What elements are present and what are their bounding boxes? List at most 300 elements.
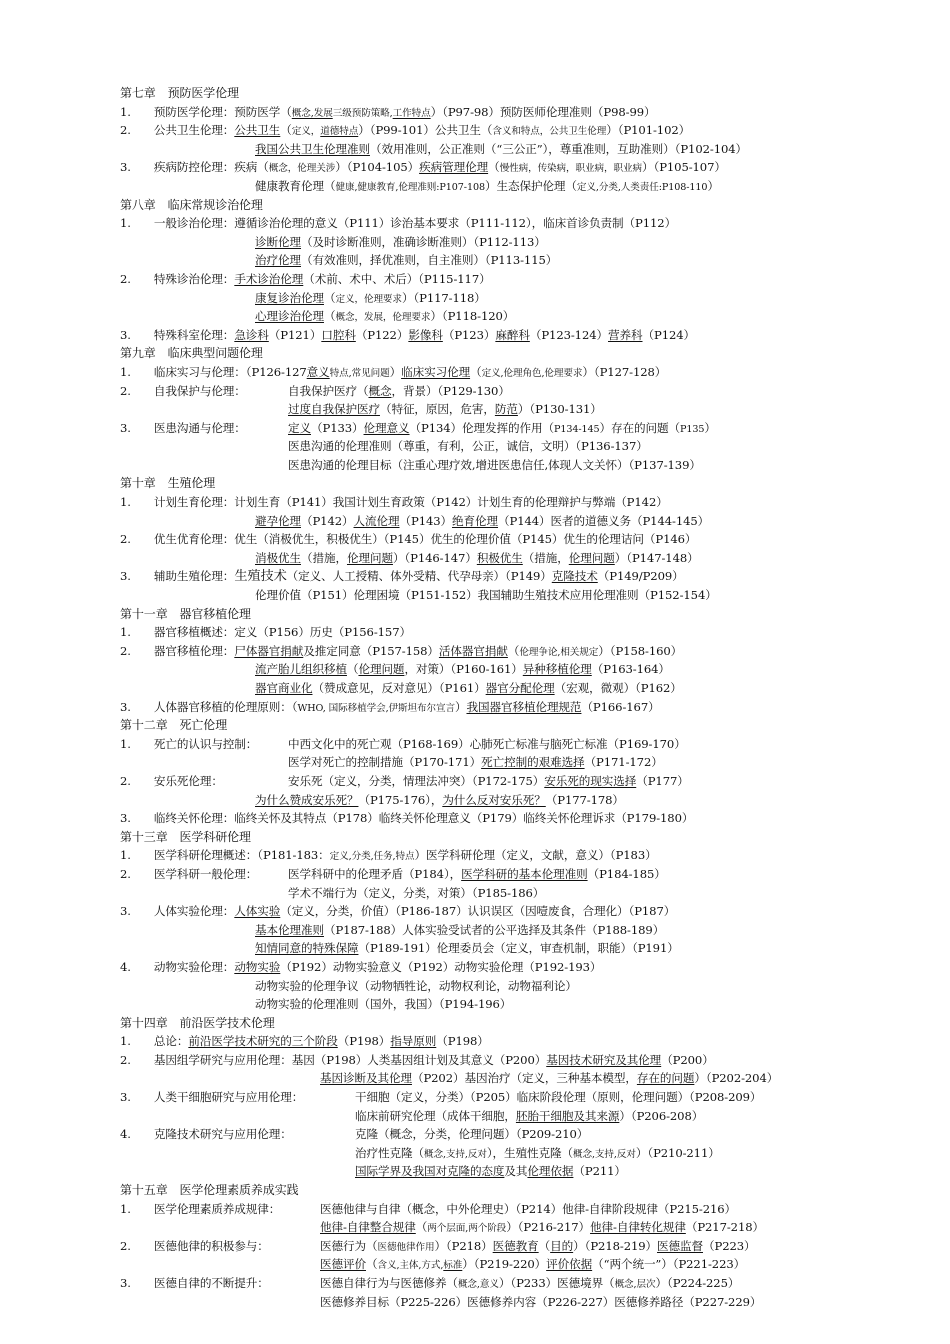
outline-line — [120, 400, 860, 419]
text-run: 第八章 临床常规诊治伦理 — [120, 197, 263, 212]
underlined-term: 疾病管理伦理 — [419, 160, 489, 175]
underlined-term: 医德监督 — [657, 1238, 703, 1253]
underlined-term: 他律-自律转化规律 — [590, 1220, 686, 1235]
outline-line — [120, 977, 860, 996]
text-run: 医患沟通的伦理目标（注重心理疗效,增进医患信任,体现人文关怀）（P137-139） — [288, 457, 701, 472]
text-run: ）（P202-204） — [694, 1071, 779, 1086]
underlined-term: 基本伦理准则 — [255, 922, 324, 937]
text-run: 中西文化中的死亡观（P168-169）心肺死亡标准与脑死亡标准（P169-170） — [288, 736, 686, 751]
text-run: 2. 优生优育伦理：优生（消极优生，积极优生）（P145）优生的伦理价值（P145）优生的伦理诘问（P146） — [120, 532, 697, 547]
underlined-term: 急诊科 — [234, 327, 269, 342]
text-run: WHO, 国际移植学会,伊斯坦布尔宣言 — [297, 702, 455, 714]
outline-line — [120, 1051, 860, 1070]
underlined-term: 避孕伦理 — [255, 513, 301, 528]
line-column — [320, 1255, 745, 1276]
line-column — [320, 1069, 778, 1088]
line-column — [288, 884, 544, 903]
line-column — [255, 307, 514, 328]
text-run: 1. 一般诊治伦理：遵循诊治伦理的意义（P111）诊治基本要求（P111-112），临床首诊负责制（P112） — [120, 216, 677, 231]
text-run: 自我保护医疗（ — [288, 383, 369, 398]
text-run: 医德自律行为与医德修养（ — [320, 1276, 458, 1290]
underlined-term: 消极优生 — [255, 550, 301, 565]
outline-line — [120, 456, 860, 475]
line-column — [120, 1200, 280, 1219]
text-run: （P134）伦理发挥的作用（ — [409, 420, 554, 435]
outline-line — [120, 121, 860, 140]
text-run: 2. 医学科研一般伦理： — [120, 866, 258, 881]
line-column — [288, 400, 602, 419]
outline-line — [120, 270, 860, 289]
line-column — [120, 735, 257, 754]
text-run: ）（P117-118） — [401, 290, 486, 305]
underlined-term: 医学科研的基本伦理准则 — [461, 866, 588, 881]
text-run: 治疗性克隆（ — [355, 1145, 424, 1160]
line-column — [288, 772, 689, 791]
text-run: 第十五章 医学伦理素质养成实践 — [120, 1183, 299, 1198]
text-run: 慢性病，传染病，职业病，职业病 — [499, 163, 642, 175]
text-run: （措施， — [522, 550, 569, 565]
text-run: 学术不端行为（定义，分类，对策）（P185-186） — [288, 885, 545, 900]
outline-line — [120, 958, 860, 977]
text-run: 1. 医学科研伦理概述：（P181-183： — [120, 848, 330, 863]
chapter-heading — [120, 828, 860, 847]
underlined-term: 他律-自律整合规律 — [320, 1220, 416, 1235]
line-column — [320, 1218, 764, 1239]
outline-line — [120, 493, 860, 512]
underlined-term: 知情同意的特殊保障 — [255, 941, 359, 956]
underlined-term: 公共卫生 — [234, 123, 281, 138]
text-run: （P189-191）伦理委员会（定义，审查机制，职能）（P191） — [358, 941, 679, 956]
line-column — [120, 1088, 303, 1107]
line-column — [120, 865, 257, 884]
outline-line — [120, 1069, 860, 1088]
outline-line — [120, 233, 860, 252]
text-run: 概念,层次 — [614, 1279, 656, 1290]
outline-line — [120, 140, 860, 159]
line-column — [255, 921, 664, 940]
text-run: （P198） — [337, 1034, 391, 1049]
text-run: 及其 — [504, 1164, 528, 1179]
text-run: 含义,主体,方式, — [377, 1260, 444, 1272]
text-run: 临床前研究伦理（成体干细胞， — [355, 1108, 516, 1123]
outline-line — [120, 698, 860, 717]
text-run: 4. 克隆技术研究与应用伦理： — [120, 1127, 292, 1142]
text-run: 动物实验的伦理争议（动物牺牲论，动物权利论，动物福利论） — [255, 978, 577, 993]
text-run: 3. 人体器官移植的伦理原则：（ — [120, 699, 298, 714]
text-run: （ — [538, 1238, 551, 1253]
outline-line — [120, 567, 860, 586]
text-run: ）（P224-225） — [655, 1276, 740, 1290]
outline-line — [120, 753, 860, 772]
underlined-term: 伦理问题 — [346, 550, 393, 565]
text-run: 1. 临床实习与伦理：（P126-127 — [120, 364, 307, 379]
line-column — [120, 772, 223, 791]
outline-line — [120, 1293, 860, 1312]
underlined-term: 器官分配伦理 — [485, 681, 555, 695]
text-run: 定义,伦理角色,伦理要求 — [481, 367, 583, 379]
line-column — [120, 716, 227, 735]
document-body — [120, 84, 860, 1311]
text-run: （效用准则，公正准则（“三公正”），尊重准则，互助准则）（P102-104） — [369, 141, 748, 156]
line-column — [120, 1051, 714, 1070]
line-column — [255, 233, 546, 252]
underlined-term: 口腔科 — [321, 327, 356, 342]
text-run: （P171-172） — [584, 755, 663, 770]
text-run: 3. 人体实验伦理： — [120, 904, 235, 919]
text-run: 第十四章 前沿医学技术伦理 — [120, 1015, 275, 1030]
text-run: P135 — [679, 423, 705, 435]
text-run: （P166-167） — [581, 699, 660, 714]
outline-line — [120, 586, 860, 605]
text-run: （P211） — [573, 1164, 626, 1179]
line-column — [120, 642, 682, 663]
outline-line — [120, 103, 860, 122]
outline-line — [120, 1107, 860, 1126]
text-run: （P192）动物实验意义（P192）动物实验伦理（P192-193） — [280, 959, 602, 974]
text-run: （ — [346, 662, 359, 677]
underlined-term: 基因技术研究及其伦理 — [546, 1052, 662, 1067]
text-run: （宏观，微观）（P162） — [554, 681, 682, 695]
underlined-term: 评价依据 — [546, 1257, 593, 1272]
text-run: ）（P104-105） — [335, 160, 420, 175]
text-run: 1. 死亡的认识与控制： — [120, 736, 258, 751]
text-run: （P200） — [661, 1052, 714, 1067]
text-run: 2. 自我保护与伦理： — [120, 383, 246, 398]
text-run: ） — [704, 420, 716, 435]
line-column — [120, 419, 246, 438]
text-run: ）（P206-208） — [619, 1108, 704, 1123]
underlined-term: 定义 — [288, 420, 311, 435]
text-run: 1. 医学伦理素质养成规律： — [120, 1201, 281, 1216]
underlined-term: 过度自我保护医疗 — [288, 402, 380, 417]
text-run: （ — [415, 1220, 428, 1235]
text-run: ）（P105-107） — [642, 160, 726, 175]
text-run: 1. 预防医学伦理：预防医学（ — [120, 104, 292, 119]
line-column — [120, 1237, 269, 1256]
underlined-term: 尸体器官捐献 — [234, 643, 304, 658]
underlined-term: 安乐死的现实选择 — [544, 773, 637, 788]
text-run: ，背景）（P129-130） — [391, 383, 510, 398]
underlined-term: 概念,发展 — [291, 107, 333, 119]
text-run: ）存在的问题（ — [599, 420, 680, 435]
text-run: （P163-164） — [591, 662, 670, 677]
text-run: （P123-124） — [529, 327, 609, 342]
line-column — [120, 623, 411, 642]
line-column — [288, 735, 686, 754]
text-run: ）（P218-219） — [573, 1238, 658, 1253]
text-run: ）（P97-98）预防医师伦理准则（P98-99） — [430, 104, 656, 119]
text-run: 动物实验的伦理准则（国外，我国）（P194-196） — [255, 997, 512, 1012]
text-run: ）（P146-147） — [392, 550, 477, 565]
underlined-term: 异种移植伦理 — [522, 662, 592, 677]
line-column — [120, 474, 215, 493]
text-run: （P184-185） — [587, 866, 666, 881]
underlined-term: 标准 — [443, 1260, 463, 1272]
underlined-term: 存在的问题 — [636, 1071, 695, 1086]
underlined-term: 积极优生 — [476, 550, 523, 565]
line-column — [255, 177, 719, 198]
outline-line — [120, 902, 860, 921]
text-run: （P177-178） — [545, 792, 624, 807]
line-column — [288, 382, 510, 401]
text-run: （定义，分类，价值）（P186-187）认识误区（因噎废食，合理化）（P187） — [280, 904, 676, 919]
line-column — [120, 567, 684, 587]
text-run: （ — [323, 309, 336, 324]
underlined-term: 死亡控制的艰难选择 — [481, 755, 585, 770]
text-run: （P217-218） — [685, 1220, 764, 1235]
line-column — [120, 158, 726, 179]
outline-line — [120, 251, 860, 270]
text-run: 安乐死（定义，分类，情理法冲突）（P172-175） — [288, 773, 545, 788]
text-run: 三级预防策略, — [332, 107, 393, 119]
text-run: ）（P99-101）公共卫生（ — [358, 123, 493, 138]
text-run: （P187-188）人体实验受试者的公平选择及其条件（P188-189） — [323, 922, 665, 937]
underlined-term: 人流伦理 — [353, 513, 400, 528]
text-run: 1. 计划生育伦理：计划生育（P141）我国计划生育政策（P142）计划生育的伦理辩护与弊端（P142） — [120, 495, 668, 510]
chapter-heading — [120, 84, 860, 103]
text-run: （P133） — [311, 420, 364, 435]
line-column — [120, 121, 690, 142]
text-run: （赞成意见，反对意见）（P161） — [312, 681, 486, 695]
text-run: （ — [507, 643, 520, 658]
text-run: 第十二章 死亡伦理 — [120, 718, 228, 733]
underlined-term: 目的 — [550, 1238, 574, 1253]
line-column — [120, 698, 660, 719]
underlined-term: 手术诊治伦理 — [234, 271, 304, 286]
line-column — [120, 214, 676, 233]
line-column — [120, 828, 251, 847]
outline-line — [120, 679, 860, 698]
text-run: 克隆（概念，分类，伦理问题）（P209-210） — [355, 1127, 589, 1142]
text-run: 2. 安乐死伦理： — [120, 773, 223, 788]
line-column — [255, 549, 699, 568]
line-column — [120, 1181, 299, 1200]
underlined-term: 指导原则 — [390, 1034, 437, 1049]
line-column — [120, 344, 263, 363]
text-run: （P123） — [442, 327, 496, 342]
outline-line — [120, 307, 860, 326]
underlined-term: 为什么反对安乐死？ — [442, 792, 546, 807]
text-run: ，对策）（P160-161） — [404, 662, 523, 677]
text-run: ）（P118-120） — [430, 309, 515, 324]
text-run: 生殖技术 — [234, 569, 287, 585]
line-column — [288, 456, 701, 475]
line-column — [320, 1237, 756, 1258]
text-run: 两个层面,两个阶段 — [427, 1223, 507, 1235]
line-column — [120, 530, 696, 549]
text-run: （ — [470, 364, 482, 379]
line-column — [120, 1274, 269, 1293]
line-column — [255, 512, 709, 531]
text-run: 医学科研中的伦理矛盾（P184）， — [288, 866, 462, 881]
line-column — [288, 753, 663, 772]
outline-line — [120, 363, 860, 382]
underlined-term: 心理诊治伦理 — [255, 309, 324, 324]
text-run: 健康教育伦理（ — [255, 178, 336, 193]
underlined-term: 活体器官捐献 — [438, 643, 508, 658]
outline-line — [120, 419, 860, 438]
text-run: （P121） — [268, 327, 322, 342]
chapter-heading — [120, 716, 860, 735]
text-run: 伦理争论,相关规定 — [519, 646, 599, 658]
underlined-term: 防范 — [494, 402, 518, 417]
underlined-term: 医德评价 — [320, 1257, 366, 1272]
outline-line — [120, 939, 860, 958]
line-column — [255, 251, 557, 270]
line-column — [355, 1144, 720, 1165]
line-column — [120, 382, 246, 401]
underlined-term: 国际学界及我国对克隆的态度 — [355, 1164, 505, 1179]
line-column — [120, 1125, 292, 1144]
outline-line — [120, 382, 860, 401]
line-column — [255, 679, 682, 698]
outline-line — [120, 846, 860, 865]
line-column — [255, 289, 486, 310]
line-column — [355, 1125, 588, 1144]
line-column — [120, 846, 657, 867]
outline-line — [120, 1274, 860, 1293]
text-run: 第十一章 器官移植伦理 — [120, 606, 251, 621]
text-run: 3. 特殊科室伦理： — [120, 327, 235, 342]
text-run: 第九章 临床典型问题伦理 — [120, 346, 263, 361]
line-column — [320, 1200, 736, 1219]
line-column — [120, 196, 263, 215]
text-run: （措施， — [300, 550, 347, 565]
text-run: 医患沟通的伦理准则（尊重，有利，公正，诚信，文明）（P136-137） — [288, 439, 648, 454]
underlined-term: 流产胎儿组织移植 — [255, 662, 347, 677]
underlined-term: 治疗伦理 — [255, 253, 301, 268]
underlined-term: 诊断伦理 — [255, 234, 301, 249]
outline-line — [120, 1032, 860, 1051]
text-run: ）（P219-220） — [462, 1257, 547, 1272]
outline-line — [120, 1218, 860, 1237]
text-run: 3. 临终关怀伦理：临终关怀及其特点（P178）临终关怀伦理意义（P179）临终关怀伦理诉求（P179-180） — [120, 811, 694, 826]
underlined-term: 动物实验 — [234, 959, 281, 974]
text-run: 概念,意义 — [457, 1279, 499, 1290]
text-run: 医德他律作用 — [377, 1241, 435, 1253]
outline-line — [120, 1237, 860, 1256]
text-run: ） — [454, 699, 467, 714]
text-run: （P144）医者的道德义务（P144-145） — [498, 513, 710, 528]
text-run: 医德修养目标（P225-226）医德修养内容（P226-227）医德修养路径（P227-229） — [320, 1294, 762, 1309]
text-run: 4. 动物实验伦理： — [120, 959, 235, 974]
line-column — [120, 84, 239, 103]
chapter-heading — [120, 1014, 860, 1033]
underlined-term: 临床实习伦理 — [401, 364, 471, 379]
text-run: 含义和特点，公共卫生伦理 — [492, 126, 607, 138]
text-run: （P124） — [642, 327, 696, 342]
text-run: （P143） — [399, 513, 453, 528]
text-run: 3. 人类干细胞研究与应用伦理： — [120, 1090, 304, 1105]
text-run: ）（P158-160） — [598, 643, 683, 658]
text-run: ）（P130-131） — [517, 402, 602, 417]
underlined-term: 工作特点 — [392, 107, 431, 119]
text-run: （P202）基因治疗（定义，三种基本模型， — [411, 1071, 637, 1086]
outline-line — [120, 512, 860, 531]
line-column — [120, 809, 693, 828]
text-run: 2. 公共卫生伦理： — [120, 123, 235, 138]
text-run: ）（P101-102） — [606, 123, 691, 138]
text-run: 及推定同意（P157-158） — [303, 643, 439, 658]
text-run: 概念，伦理关涉 — [268, 163, 336, 175]
text-run: 定义,分类,任务,特点 — [329, 851, 415, 863]
outline-line — [120, 158, 860, 177]
outline-line — [120, 1200, 860, 1219]
outline-line — [120, 1125, 860, 1144]
text-run: 1. 器官移植概述：定义（P156）历史（P156-157） — [120, 625, 411, 640]
text-run: 第十三章 医学科研伦理 — [120, 829, 251, 844]
line-column — [120, 605, 251, 624]
outline-line — [120, 865, 860, 884]
line-column — [355, 1162, 626, 1181]
text-run: （P122） — [355, 327, 409, 342]
text-run: P134-145 — [553, 423, 600, 435]
underlined-term: 概念 — [368, 383, 392, 398]
text-run: 第七章 预防医学伦理 — [120, 86, 240, 100]
text-run: （“两个统一”）（P221-223） — [592, 1257, 746, 1272]
text-run: ） — [389, 364, 402, 379]
underlined-term: 我国公共卫生伦理准则 — [255, 141, 370, 156]
line-column — [288, 437, 648, 456]
outline-line — [120, 772, 860, 791]
line-column — [255, 791, 624, 810]
text-run: 干细胞（定义，分类）（P205）临床阶段伦理（原则，伦理问题）（P208-209） — [355, 1090, 762, 1105]
line-column — [255, 586, 717, 605]
underlined-term: 伦理问题 — [358, 662, 405, 677]
line-column — [255, 140, 747, 159]
underlined-term: 麻醉科 — [495, 327, 530, 342]
line-column — [120, 270, 491, 289]
text-run: 1. 总论： — [120, 1034, 189, 1049]
line-column — [355, 1107, 703, 1126]
outline-line — [120, 177, 860, 196]
outline-line — [120, 1255, 860, 1274]
line-column — [120, 958, 601, 977]
text-run: 伦理价值（P151）伦理困境（P151-152）我国辅助生殖技术应用伦理准则（P152-154） — [255, 588, 717, 603]
underlined-term: 克隆技术 — [551, 569, 598, 584]
text-run: （P149/P209） — [597, 569, 684, 584]
text-run: （ — [365, 1257, 378, 1272]
underlined-term: 人体实验 — [234, 904, 281, 919]
text-run: （特征，原因，危害， — [379, 402, 495, 417]
text-run: 定义， — [291, 126, 321, 138]
line-column — [255, 977, 577, 996]
outline-line — [120, 660, 860, 679]
text-run: （及时诊断准则，准确诊断准则）（P112-113） — [300, 234, 546, 249]
text-run: 概念,支持,反对 — [573, 1148, 636, 1160]
underlined-term: 伦理问题 — [568, 550, 615, 565]
outline-line — [120, 735, 860, 754]
underlined-term: 为什么赞成安乐死？ — [255, 792, 359, 807]
underlined-term: 医德教育 — [492, 1238, 539, 1253]
line-column — [120, 1032, 489, 1051]
line-column — [288, 419, 716, 440]
text-run: （P177） — [636, 773, 689, 788]
text-run: 2. 特殊诊治伦理： — [120, 271, 235, 286]
line-column — [120, 363, 666, 384]
line-column — [255, 939, 679, 958]
text-run: 医德行为（ — [320, 1238, 378, 1253]
text-run: 2. 基因组学研究与应用伦理：基因（P198）人类基因组计划及其意义（P200） — [120, 1052, 547, 1067]
text-run: ）（P216-217） — [506, 1220, 591, 1235]
outline-line — [120, 1162, 860, 1181]
underlined-term: 前沿医学技术研究的三个阶段 — [188, 1034, 338, 1049]
outline-line — [120, 623, 860, 642]
text-run: 健康,健康教育,伦理准则:P107-108 — [335, 181, 485, 193]
text-run: ）（P218） — [434, 1238, 493, 1253]
outline-line — [120, 326, 860, 345]
line-column — [320, 1274, 739, 1295]
